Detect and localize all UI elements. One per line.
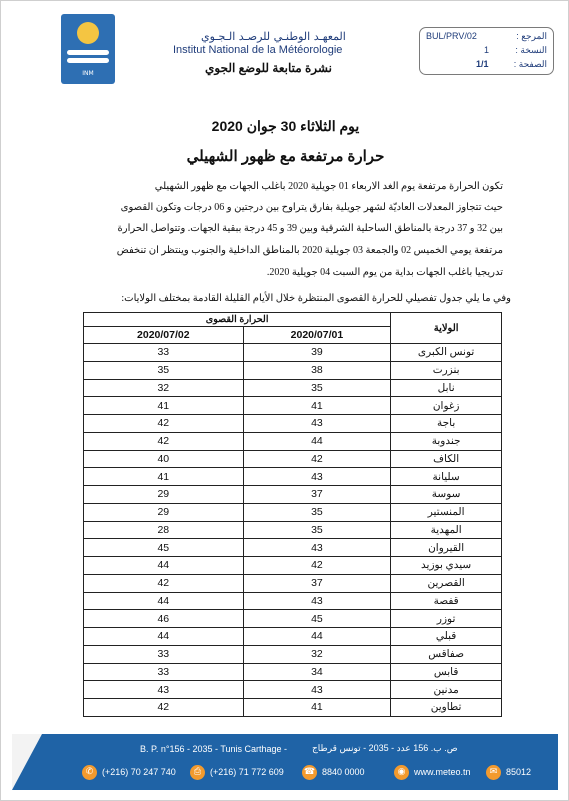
temp-0701-cell: 39 [243, 344, 391, 362]
temp-0702-cell: 43 [84, 681, 244, 699]
ref-value: BUL/PRV/02 [426, 31, 477, 41]
governorate-cell: سليانة [391, 468, 502, 486]
web-icon: ◉ [394, 765, 409, 780]
temp-0702-cell: 40 [84, 450, 244, 468]
table-row [84, 361, 502, 379]
governorate-cell: تونس الكبرى [391, 344, 502, 362]
table-row [84, 379, 502, 397]
table-row [84, 681, 502, 699]
org-name-ar: المعهـد الوطنـي للرصـد الـجـوي [201, 30, 346, 43]
temp-0701-cell: 41 [243, 397, 391, 415]
copy-value: 1 [484, 45, 490, 55]
footer-contact-text: (+216) 70 247 740 [102, 767, 176, 777]
max-temperature-table [83, 312, 502, 717]
temp-0702-cell: 42 [84, 699, 244, 717]
table-row [84, 539, 502, 557]
temp-0701-cell: 44 [243, 432, 391, 450]
temp-0702-cell: 41 [84, 468, 244, 486]
governorate-cell: نابل [391, 379, 502, 397]
sun-icon [77, 22, 99, 44]
table-intro: وفي ما يلي جدول تفصيلي للحرارة القصوى المنتظرة خلال الأيام القليلة القادمة بمختلف الولايات: [121, 293, 511, 304]
governorate-cell: الكاف [391, 450, 502, 468]
paragraph-line: بين 32 و 37 درجة بالمناطق الساحلية الشرقية وبين 39 و 45 درجة ببقية الجهات. وتتواصل الحرارة [117, 223, 503, 234]
temp-0701-cell: 32 [243, 645, 391, 663]
table-row [84, 574, 502, 592]
temp-0702-cell: 42 [84, 432, 244, 450]
governorate-cell: زغوان [391, 397, 502, 415]
temp-0701-cell: 42 [243, 557, 391, 575]
governorate-cell: القيروان [391, 539, 502, 557]
table-row [84, 432, 502, 450]
temp-0702-cell: 41 [84, 397, 244, 415]
wave-icon [67, 50, 109, 55]
footer-band [12, 734, 558, 790]
temp-0701-cell: 35 [243, 379, 391, 397]
table-row [84, 468, 502, 486]
paragraph-line: تدريجيا بأغلب الجهات بداية من يوم السبت 04 جويلية 2020. [266, 267, 503, 278]
temp-0701-cell: 37 [243, 574, 391, 592]
bulletin-title: نشرة متابعة للوضع الجوي [205, 61, 332, 75]
date1-header: 2020/07/01 [243, 327, 391, 344]
paragraph-line: حيث تتجاوز المعدلات العاديّة لشهر جويلية بفارق يتراوح بين درجتين و 06 درجات وتكون القصوى [120, 202, 503, 213]
inm-logo [61, 14, 115, 84]
governorate-cell: قابس [391, 663, 502, 681]
ref-label: المرجع : [516, 31, 547, 41]
mobile-icon: ✉ [486, 765, 501, 780]
table-row [84, 628, 502, 646]
page-value: 1/1 [476, 59, 489, 69]
table-row [84, 486, 502, 504]
toll-free-icon: ☎ [302, 765, 317, 780]
wave-icon [67, 58, 109, 63]
section-header: الحرارة القصوى [84, 313, 391, 327]
temp-0702-cell: 45 [84, 539, 244, 557]
ref-row [426, 31, 547, 43]
governorate-cell: صفاقس [391, 645, 502, 663]
footer-address-fr: B. P. n°156 - 2035 - Tunis Carthage - [140, 744, 288, 754]
footer-address-ar: ص. ب. 156 عدد - 2035 - تونس قرطاج [312, 743, 458, 753]
temp-0702-cell: 33 [84, 663, 244, 681]
temp-0702-cell: 44 [84, 628, 244, 646]
paragraph-line: تكون الحرارة مرتفعة يوم الغد الاربعاء 01 جويلية 2020 بأغلب الجهات مع ظهور الشهيلي [154, 181, 503, 192]
governorate-header: الولاية [391, 313, 502, 344]
table-row [84, 415, 502, 433]
copy-label: النسخة : [515, 45, 547, 55]
temp-0701-cell: 44 [243, 628, 391, 646]
governorate-cell: تطاوين [391, 699, 502, 717]
temp-0701-cell: 43 [243, 592, 391, 610]
footer-contact-text: (+216) 71 772 609 [210, 767, 284, 777]
temp-0702-cell: 32 [84, 379, 244, 397]
phone-icon: ✆ [82, 765, 97, 780]
temp-0702-cell: 35 [84, 361, 244, 379]
temp-0701-cell: 43 [243, 681, 391, 699]
table-row [84, 521, 502, 539]
temp-0701-cell: 45 [243, 610, 391, 628]
fax-icon: ⎙ [190, 765, 205, 780]
table-row [84, 699, 502, 717]
governorate-cell: المنستير [391, 503, 502, 521]
temp-0702-cell: 42 [84, 574, 244, 592]
temp-0701-cell: 34 [243, 663, 391, 681]
bulletin-date: يوم الثلاثاء 30 جوان 2020 [211, 118, 360, 134]
governorate-cell: بنزرت [391, 361, 502, 379]
governorate-cell: مدنين [391, 681, 502, 699]
table-row [84, 503, 502, 521]
temp-0702-cell: 33 [84, 645, 244, 663]
temp-0702-cell: 44 [84, 557, 244, 575]
temp-0702-cell: 29 [84, 503, 244, 521]
footer-wedge [12, 734, 42, 790]
governorate-cell: باجة [391, 415, 502, 433]
date2-header: 2020/07/02 [84, 327, 244, 344]
governorate-cell: قفصة [391, 592, 502, 610]
org-name-fr: Institut National de la Météorologie [173, 44, 343, 56]
temp-0702-cell: 29 [84, 486, 244, 504]
governorate-cell: سيدي بوزيد [391, 557, 502, 575]
headline: حرارة مرتفعة مع ظهور الشهيلي [186, 148, 385, 165]
temp-0701-cell: 42 [243, 450, 391, 468]
page-label: الصفحة : [513, 59, 547, 69]
footer-contact-text: 8840 0000 [322, 767, 365, 777]
governorate-cell: المهدية [391, 521, 502, 539]
temp-0702-cell: 44 [84, 592, 244, 610]
paragraph-line: مرتفعة يومي الخميس 02 والجمعة 03 جويلية 2020 بالمناطق الداخلية والجنوب وينتظر أن تنخفض [116, 245, 503, 256]
footer-contact-text: www.meteo.tn [414, 767, 471, 777]
footer-contact-text: 85012 [506, 767, 532, 777]
governorate-cell: جندوبة [391, 432, 502, 450]
temp-0702-cell: 42 [84, 415, 244, 433]
temp-0701-cell: 38 [243, 361, 391, 379]
page-row [426, 59, 547, 71]
temp-0702-cell: 46 [84, 610, 244, 628]
table-row [84, 610, 502, 628]
logo-label: INM [82, 70, 94, 77]
table-row [84, 450, 502, 468]
temp-0702-cell: 33 [84, 344, 244, 362]
temp-0701-cell: 43 [243, 415, 391, 433]
temp-0701-cell: 43 [243, 539, 391, 557]
temp-0701-cell: 35 [243, 503, 391, 521]
temp-0701-cell: 41 [243, 699, 391, 717]
table-row [84, 663, 502, 681]
temp-0702-cell: 28 [84, 521, 244, 539]
governorate-cell: قبلي [391, 628, 502, 646]
table-row [84, 344, 502, 362]
reference-box [419, 27, 554, 75]
table-row [84, 592, 502, 610]
temp-0701-cell: 35 [243, 521, 391, 539]
table-row [84, 397, 502, 415]
temp-0701-cell: 43 [243, 468, 391, 486]
governorate-cell: سوسة [391, 486, 502, 504]
copy-row [426, 45, 547, 57]
temp-0701-cell: 37 [243, 486, 391, 504]
governorate-cell: توزر [391, 610, 502, 628]
governorate-cell: القصرين [391, 574, 502, 592]
table-row [84, 557, 502, 575]
table-row [84, 645, 502, 663]
